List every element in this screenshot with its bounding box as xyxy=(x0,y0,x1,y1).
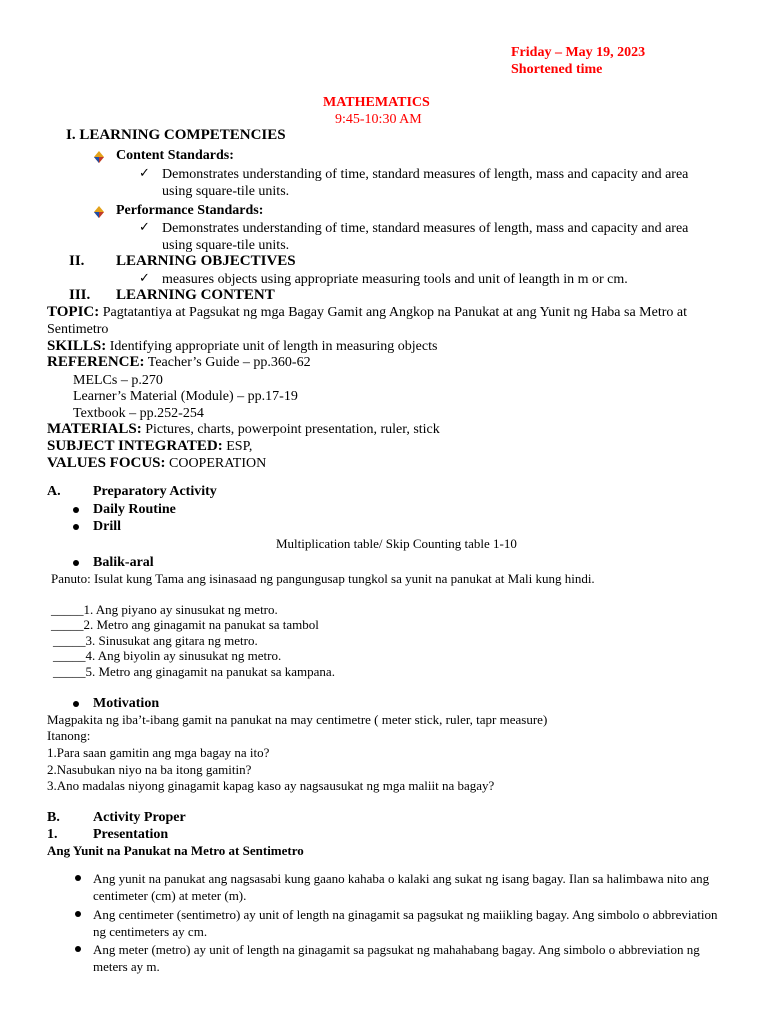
bullet-dot-icon xyxy=(73,524,79,530)
panuto: Panuto: Isulat kung Tama ang isinasaad ng pangungusap tungkol sa yunit na panukat at Mali kung hindi. xyxy=(51,571,595,586)
subject-title: MATHEMATICS xyxy=(323,95,430,110)
reference-label: REFERENCE: xyxy=(47,354,145,370)
topic-label: TOPIC: xyxy=(47,304,100,320)
reference-text: Teacher’s Guide – pp.360-62 xyxy=(147,355,311,370)
content-standards-text: Demonstrates understanding of time, standard measures of length, mass and capacity and area using square-tile units. xyxy=(162,167,689,199)
section-1-title: I. LEARNING COMPETENCIES xyxy=(66,127,286,143)
subject-integrated-text: ESP, xyxy=(226,439,253,454)
section-3-title: LEARNING CONTENT xyxy=(116,287,275,303)
section-2-title: LEARNING OBJECTIVES xyxy=(116,253,296,269)
objective-item: measures objects using appropriate measuring tools and unit of leangth in m or cm. xyxy=(162,272,628,287)
subject-integrated-label: SUBJECT INTEGRATED: xyxy=(47,438,223,454)
performance-standards-label: Performance Standards: xyxy=(116,203,264,218)
part-b-title: Activity Proper xyxy=(93,810,186,825)
presentation-num: 1. xyxy=(47,827,58,842)
bullet-dot-icon xyxy=(75,875,81,881)
values-focus-text: COOPERATION xyxy=(169,456,267,471)
skills-label: SKILLS: xyxy=(47,338,107,354)
question: 1.Para saan gamitin ang mga bagay na ito? xyxy=(47,745,270,760)
motivation: Motivation xyxy=(93,696,160,711)
materials xyxy=(47,421,440,438)
subject-integrated xyxy=(47,438,252,455)
presentation-bullet: Ang centimeter (sentimetro) ay unit of length na ginagamit sa pagsukat ng maiikling bagay. Ang simbolo o abbreviation ng centimeters ay cm. xyxy=(93,907,718,939)
skills xyxy=(47,338,437,355)
lesson-date: Friday – May 19, 2023 xyxy=(511,45,646,60)
materials-text: Pictures, charts, powerpoint presentation, ruler, stick xyxy=(145,422,440,437)
check-icon: ✓ xyxy=(139,166,150,181)
topic-text: Pagtatantiya at Pagsukat ng mga Bagay Gamit ang Angkop na Panukat at ang Yunit ng Haba sa Metro at Sentimetro xyxy=(47,305,687,337)
check-icon: ✓ xyxy=(139,220,150,235)
bullet-dot-icon xyxy=(73,701,79,707)
performance-standards-text: Demonstrates understanding of time, standard measures of length, mass and capacity and area using square-tile units. xyxy=(162,221,689,253)
part-b-num: B. xyxy=(47,810,60,825)
content-standards-label: Content Standards: xyxy=(116,148,234,163)
bullet-dot-icon xyxy=(75,911,81,917)
values-focus xyxy=(47,455,266,472)
materials-label: MATERIALS: xyxy=(47,421,142,437)
motivation-text: Magpakita ng iba’t-ibang gamit na panukat na may centimetre ( meter stick, ruler, tapr measure) xyxy=(47,712,548,727)
presentation-bullet: Ang yunit na panukat ang nagsasabi kung gaano kahaba o kalaki ang sukat ng isang bagay. Ilan sa halimbawa nito ang centimeter (cm) at meter (m). xyxy=(93,871,710,903)
reference-line: Learner’s Material (Module) – pp.17-19 xyxy=(73,389,298,404)
bullet-dot-icon xyxy=(73,560,79,566)
time-note: Shortened time xyxy=(511,62,603,77)
values-focus-label: VALUES FOCUS: xyxy=(47,455,166,471)
quiz-item: _____4. Ang biyolin ay sinusukat ng metro. xyxy=(53,648,282,663)
reference xyxy=(47,354,311,371)
schedule: 9:45-10:30 AM xyxy=(335,112,422,127)
quiz-item: _____2. Metro ang ginagamit na panukat sa tambol xyxy=(51,617,319,632)
quiz-item: _____3. Sinusukat ang gitara ng metro. xyxy=(53,633,258,648)
diamond-bullet-icon xyxy=(92,205,106,219)
drill-description: Multiplication table/ Skip Counting table 1-10 xyxy=(276,536,517,551)
question: 3.Ano madalas niyong ginagamit kapag kaso ay nagsausukat ng mga maliit na bagay? xyxy=(47,778,495,793)
quiz-item: _____1. Ang piyano ay sinusukat ng metro. xyxy=(51,602,278,617)
drill: Drill xyxy=(93,519,121,534)
part-a-num: A. xyxy=(47,484,61,499)
reference-line: Textbook – pp.252-254 xyxy=(73,406,204,421)
question: 2.Nasubukan niyo na ba itong gamitin? xyxy=(47,762,252,777)
reference-line: MELCs – p.270 xyxy=(73,373,163,388)
bullet-dot-icon xyxy=(75,946,81,952)
balik-aral: Balik-aral xyxy=(93,555,154,570)
diamond-bullet-icon xyxy=(92,150,106,164)
topic xyxy=(47,304,727,338)
daily-routine: Daily Routine xyxy=(93,502,176,517)
skills-text: Identifying appropriate unit of length in measuring objects xyxy=(109,339,438,354)
check-icon: ✓ xyxy=(139,271,150,286)
quiz-item: _____5. Metro ang ginagamit na panukat sa kampana. xyxy=(53,664,335,679)
bullet-dot-icon xyxy=(73,507,79,513)
presentation-title: Presentation xyxy=(93,827,169,842)
section-3-num: III. xyxy=(69,287,91,303)
presentation-heading: Ang Yunit na Panukat na Metro at Sentimetro xyxy=(47,843,304,858)
part-a-title: Preparatory Activity xyxy=(93,484,217,499)
section-2-num: II. xyxy=(69,253,85,269)
itanong: Itanong: xyxy=(47,728,91,743)
presentation-bullet: Ang meter (metro) ay unit of length na ginagamit sa pagsukat ng mahahabang bagay. Ang simbolo o abbreviation ng meters ay m. xyxy=(93,942,700,974)
